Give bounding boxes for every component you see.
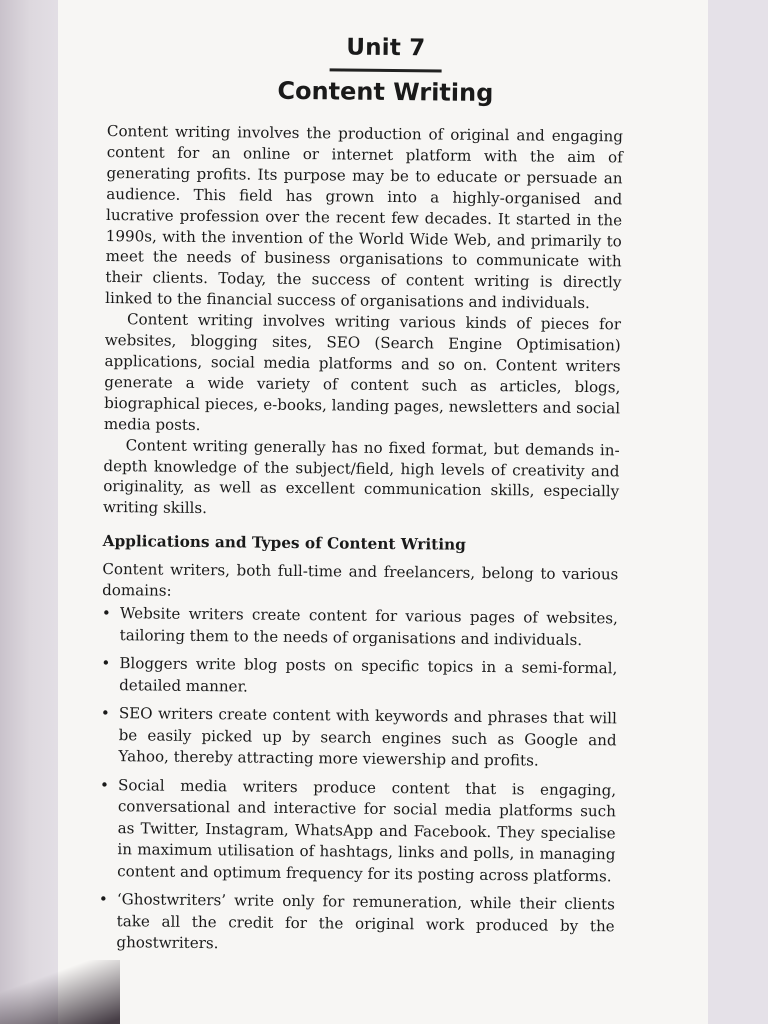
bullet-icon: • bbox=[101, 604, 111, 623]
section-intro: Content writers, both full-time and freelancers, belong to various domains: bbox=[102, 560, 619, 600]
list-item-text: SEO writers create content with keywords and phrases that will be easily picked up by search engines such as Google and Yahoo, thereby attracting more viewership and profits. bbox=[118, 704, 617, 770]
page-title: Content Writing bbox=[277, 76, 494, 108]
paragraph-2: Content writing involves writing various kinds of pieces for websites, blogging sites, SEO (Search Engine Optimisation) applications, social media platforms and so on. Content writers generate a wide variety of content such as articles, blogs, biographical pieces, e-books, landing pages, newsletters and social media posts. bbox=[103, 310, 622, 434]
section-heading: Applications and Types of Content Writing bbox=[102, 532, 466, 554]
paragraph-3: Content writing generally has no fixed format, but demands in-depth knowledge of the subject/field, high levels of creativity and originality, as well as excellent communication skills, especially writing skills. bbox=[102, 435, 620, 518]
domain-list bbox=[98, 603, 618, 959]
bullet-icon: • bbox=[100, 775, 110, 794]
list-item-text: ‘Ghostwriters’ write only for remuneration, while their clients take all the credit for the original work produced by the ghostwriters. bbox=[116, 890, 615, 953]
list-item-text: Social media writers produce content that is engaging, conversational and interactive for social media platforms such as Twitter, Instagram, WhatsApp and Facebook. They specialise in maximum utilisation of hashtags, links and polls, in managing content and optimum frequency for its posting across platforms. bbox=[117, 775, 617, 886]
list-item bbox=[102, 603, 618, 651]
bullet-icon: • bbox=[98, 890, 108, 909]
list-item bbox=[99, 775, 616, 888]
bullet-icon: • bbox=[101, 654, 111, 673]
title-divider bbox=[330, 68, 442, 72]
list-item bbox=[100, 703, 617, 773]
photo-corner-shadow bbox=[0, 960, 120, 1024]
page-content bbox=[98, 32, 624, 966]
unit-label: Unit 7 bbox=[346, 34, 426, 62]
list-item bbox=[98, 889, 615, 959]
list-item bbox=[101, 653, 617, 701]
paragraph-1: Content writing involves the production of original and engaging content for an online or internet platform with the aim of generating profits. Its purpose may be to educate or persuade an audience. This field has grown into a highly-organised and lucrative profession over the recent few decades. It started in the 1990s, with the invention of the World Wide Web, and primarily to meet the needs of business organisations to communicate with their clients. Today, the success of content writing is directly linked to the financial success of organisations and individuals. bbox=[105, 121, 624, 313]
list-item-text: Bloggers write blog posts on specific topics in a semi-formal, detailed manner. bbox=[119, 654, 618, 696]
bullet-icon: • bbox=[100, 704, 110, 723]
list-item-text: Website writers create content for various pages of websites, tailoring them to the needs of organisations and individuals. bbox=[119, 604, 618, 649]
